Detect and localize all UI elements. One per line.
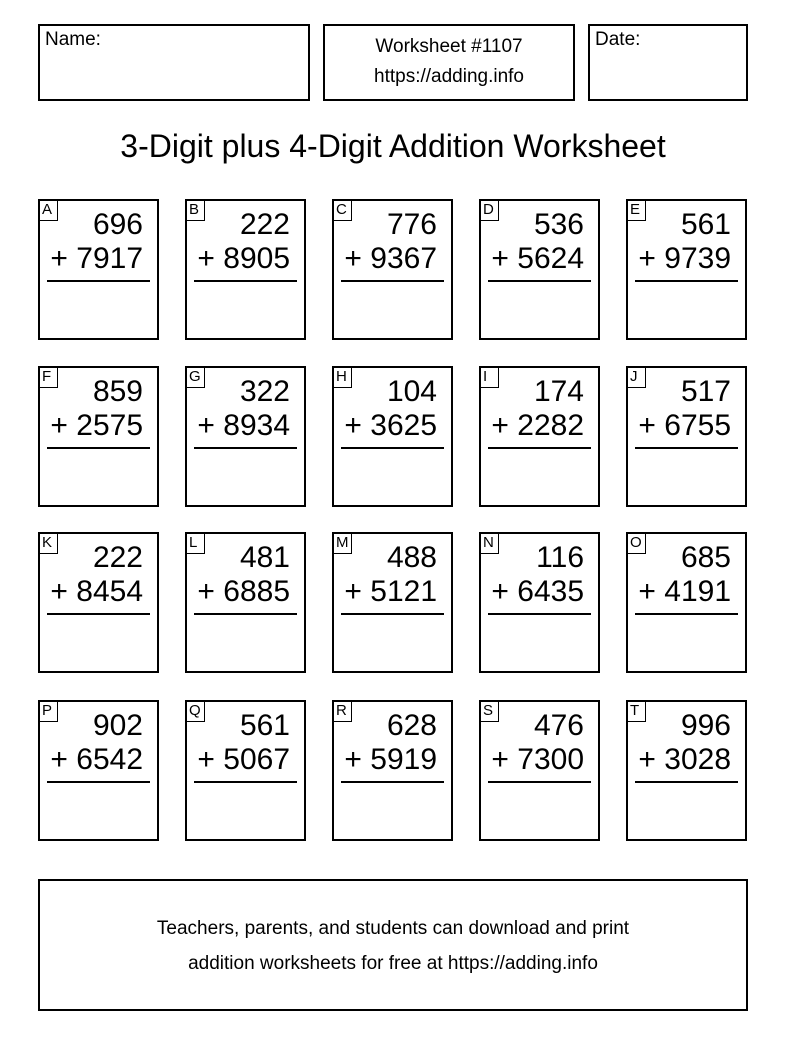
worksheet-info-box bbox=[323, 24, 575, 101]
problem-label: H bbox=[332, 366, 352, 388]
problem-label: T bbox=[626, 700, 646, 722]
sum-line bbox=[635, 781, 738, 783]
addend-top: 481 bbox=[239, 541, 290, 574]
problem-box[interactable] bbox=[479, 532, 600, 673]
addend-top: 476 bbox=[533, 709, 584, 742]
footer-line-1: Teachers, parents, and students can download and print bbox=[156, 918, 630, 939]
sum-line bbox=[47, 613, 150, 615]
problem-box[interactable] bbox=[38, 199, 159, 340]
worksheet-url: https://adding.info bbox=[374, 66, 524, 87]
problem-label: B bbox=[185, 199, 205, 221]
name-label: Name: bbox=[45, 29, 101, 50]
addend-bottom: + 8934 bbox=[197, 409, 290, 442]
addend-bottom: + 5919 bbox=[344, 743, 437, 776]
addend-top: 776 bbox=[386, 208, 437, 241]
problem-label: A bbox=[38, 199, 58, 221]
addend-top: 685 bbox=[680, 541, 731, 574]
addend-top: 517 bbox=[680, 375, 731, 408]
footer-box bbox=[38, 879, 748, 1011]
problem-label: G bbox=[185, 366, 205, 388]
addend-bottom: + 8905 bbox=[197, 242, 290, 275]
problem-label: N bbox=[479, 532, 499, 554]
sum-line bbox=[194, 280, 297, 282]
worksheet-title: 3-Digit plus 4-Digit Addition Worksheet bbox=[120, 128, 666, 164]
addend-bottom: + 6435 bbox=[491, 575, 584, 608]
sum-line bbox=[47, 447, 150, 449]
addend-bottom: + 5067 bbox=[197, 743, 290, 776]
addend-top: 696 bbox=[92, 208, 143, 241]
problem-label: D bbox=[479, 199, 499, 221]
sum-line bbox=[635, 613, 738, 615]
addend-top: 116 bbox=[536, 541, 584, 574]
sum-line bbox=[488, 781, 591, 783]
problem-label: I bbox=[479, 366, 499, 388]
problem-label: C bbox=[332, 199, 352, 221]
problem-label: E bbox=[626, 199, 646, 221]
addend-bottom: + 6542 bbox=[50, 743, 143, 776]
addend-top: 628 bbox=[386, 709, 437, 742]
addend-bottom: + 3625 bbox=[344, 409, 437, 442]
problem-box[interactable] bbox=[185, 199, 306, 340]
problem-box[interactable] bbox=[479, 199, 600, 340]
addend-bottom: + 4191 bbox=[638, 575, 731, 608]
problem-box[interactable] bbox=[38, 366, 159, 507]
problem-label: F bbox=[38, 366, 58, 388]
sum-line bbox=[341, 781, 444, 783]
problem-box[interactable] bbox=[332, 532, 453, 673]
problem-box[interactable] bbox=[38, 532, 159, 673]
addend-bottom: + 7300 bbox=[491, 743, 584, 776]
problem-box[interactable] bbox=[626, 199, 747, 340]
problem-label: S bbox=[479, 700, 499, 722]
problem-label: M bbox=[332, 532, 352, 554]
addend-bottom: + 7917 bbox=[50, 242, 143, 275]
sum-line bbox=[194, 781, 297, 783]
footer-line-2: addition worksheets for free at https://adding.info bbox=[188, 953, 598, 974]
addend-bottom: + 9367 bbox=[344, 242, 437, 275]
problem-box[interactable] bbox=[332, 366, 453, 507]
date-label: Date: bbox=[595, 29, 641, 50]
problem-box[interactable] bbox=[332, 199, 453, 340]
sum-line bbox=[341, 613, 444, 615]
name-field-box[interactable] bbox=[38, 24, 310, 101]
addend-bottom: + 5121 bbox=[344, 575, 437, 608]
sum-line bbox=[635, 447, 738, 449]
date-field-box[interactable] bbox=[588, 24, 748, 101]
problem-box[interactable] bbox=[185, 700, 306, 841]
addend-top: 536 bbox=[533, 208, 584, 241]
addend-top: 222 bbox=[239, 208, 290, 241]
sum-line bbox=[47, 280, 150, 282]
addend-top: 104 bbox=[386, 375, 437, 408]
addend-bottom: + 2282 bbox=[491, 409, 584, 442]
sum-line bbox=[194, 613, 297, 615]
addend-bottom: + 3028 bbox=[638, 743, 731, 776]
problem-box[interactable] bbox=[626, 700, 747, 841]
problem-label: K bbox=[38, 532, 58, 554]
addend-bottom: + 9739 bbox=[638, 242, 731, 275]
problem-label: J bbox=[626, 366, 646, 388]
problem-label: O bbox=[626, 532, 646, 554]
worksheet-number: Worksheet #1107 bbox=[375, 36, 523, 57]
addend-top: 902 bbox=[92, 709, 143, 742]
problem-label: R bbox=[332, 700, 352, 722]
sum-line bbox=[488, 447, 591, 449]
addend-top: 561 bbox=[680, 208, 731, 241]
sum-line bbox=[635, 280, 738, 282]
addend-bottom: + 8454 bbox=[50, 575, 143, 608]
problem-label: L bbox=[185, 532, 205, 554]
problem-box[interactable] bbox=[626, 532, 747, 673]
sum-line bbox=[341, 447, 444, 449]
addend-top: 222 bbox=[92, 541, 143, 574]
addend-bottom: + 2575 bbox=[50, 409, 143, 442]
sum-line bbox=[194, 447, 297, 449]
addend-top: 996 bbox=[680, 709, 731, 742]
sum-line bbox=[488, 613, 591, 615]
sum-line bbox=[341, 280, 444, 282]
addend-bottom: + 6755 bbox=[638, 409, 731, 442]
problem-label: Q bbox=[185, 700, 205, 722]
addend-top: 174 bbox=[533, 375, 584, 408]
addend-top: 322 bbox=[239, 375, 290, 408]
addend-top: 488 bbox=[386, 541, 437, 574]
problem-box[interactable] bbox=[479, 366, 600, 507]
problem-box[interactable] bbox=[185, 532, 306, 673]
addend-top: 859 bbox=[92, 375, 143, 408]
problem-box[interactable] bbox=[38, 700, 159, 841]
addend-bottom: + 6885 bbox=[197, 575, 290, 608]
problem-label: P bbox=[38, 700, 58, 722]
problem-box[interactable] bbox=[626, 366, 747, 507]
problem-box[interactable] bbox=[332, 700, 453, 841]
addend-bottom: + 5624 bbox=[491, 242, 584, 275]
problem-box[interactable] bbox=[185, 366, 306, 507]
sum-line bbox=[47, 781, 150, 783]
addend-top: 561 bbox=[239, 709, 290, 742]
sum-line bbox=[488, 280, 591, 282]
problem-box[interactable] bbox=[479, 700, 600, 841]
